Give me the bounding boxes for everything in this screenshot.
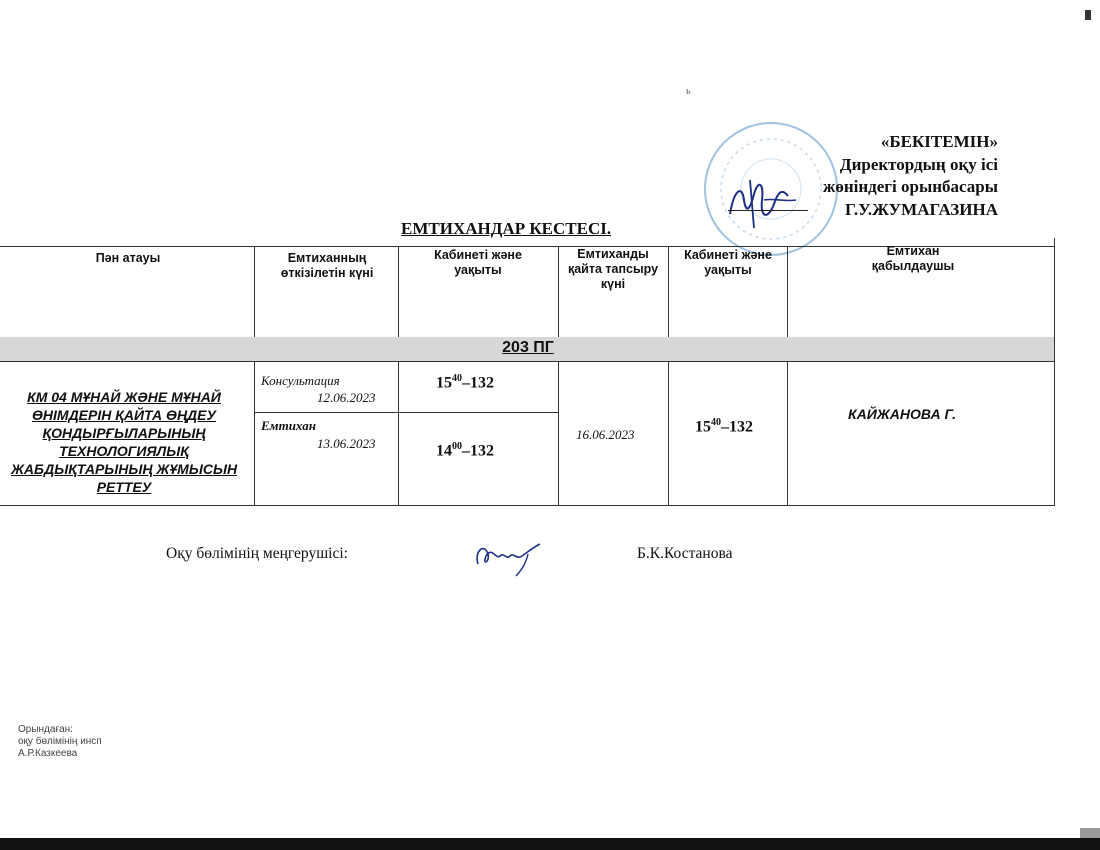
group-label: 203 ПГ — [502, 339, 554, 356]
column-divider — [558, 246, 559, 337]
exam-minutes: 00 — [452, 441, 462, 452]
head-of-department-label: Оқу бөлімінің меңгерушісі: — [166, 545, 348, 562]
retake-room: –132 — [721, 418, 753, 436]
header-exam-date: Емтиханның өткізілетін күні — [280, 251, 374, 280]
director-signature — [724, 170, 802, 230]
exam-label: Емтихан — [261, 418, 316, 433]
exam-time — [436, 439, 494, 458]
consultation-row-border — [254, 412, 558, 413]
prepared-by-note — [18, 724, 102, 760]
retake-hour: 15 — [695, 418, 711, 436]
examiner-name: КАЙЖАНОВА Г. — [848, 406, 957, 422]
column-divider — [398, 246, 399, 337]
scan-speck: ь — [686, 86, 691, 97]
consultation-date: 12.06.2023 — [317, 390, 376, 405]
prepared-by-label: Орындаған: — [18, 724, 73, 735]
document-title: ЕМТИХАНДАР КЕСТЕСІ. — [401, 219, 612, 238]
exam-schedule-table — [0, 238, 1055, 506]
head-signature — [470, 534, 545, 579]
approval-name: Г.У.ЖУМАГАЗИНА — [845, 199, 998, 219]
table-right-border — [1054, 238, 1055, 506]
approval-block — [823, 131, 998, 221]
subject-line: РЕТТЕУ — [96, 479, 152, 495]
column-divider — [668, 361, 669, 505]
header-retake-room-time: Кабинеті және уақыты — [684, 248, 772, 277]
column-divider — [254, 361, 255, 505]
consultation-label: Консультация — [261, 373, 340, 388]
column-divider — [398, 361, 399, 505]
column-divider — [787, 361, 788, 505]
scan-edge-shadow — [1080, 828, 1100, 838]
header-examiner: Емтихан қабылдаушы — [871, 244, 955, 273]
consultation-room: –132 — [462, 374, 494, 392]
subject-line: ЖАБДЫҚТАРЫНЫҢ ЖҰМЫСЫН — [10, 461, 238, 477]
group-row-border — [0, 361, 1055, 362]
consultation-minutes: 40 — [452, 373, 462, 384]
column-divider — [787, 246, 788, 337]
approval-title: «БЕКІТЕМІН» — [880, 132, 998, 151]
column-divider — [668, 246, 669, 337]
subject-line: ӨНІМДЕРІН ҚАЙТА ӨҢДЕУ — [32, 407, 216, 423]
subject-line: ҚОНДЫРҒЫЛАРЫНЫҢ — [42, 425, 206, 441]
scan-bottom-edge — [0, 838, 1100, 850]
exam-date: 13.06.2023 — [317, 436, 376, 451]
consultation-time — [436, 371, 494, 390]
retake-date: 16.06.2023 — [576, 427, 635, 442]
column-divider — [558, 361, 559, 505]
approval-position-line1: Директордың оқу ісі — [839, 154, 998, 174]
exam-hour: 14 — [436, 442, 452, 460]
header-room-time: Кабинеті және уақыты — [434, 248, 522, 277]
subject-line: ТЕХНОЛОГИЯЛЫҚ — [59, 443, 189, 459]
column-divider — [254, 246, 255, 337]
table-bottom-border — [0, 505, 1055, 506]
retake-minutes: 40 — [711, 417, 721, 428]
prepared-by-name: А.Р.Казкеева — [18, 748, 78, 759]
exam-room: –132 — [462, 442, 494, 460]
signature-line — [728, 210, 808, 211]
prepared-by-position: оқу бөлімінің инсп — [18, 736, 102, 747]
consultation-hour: 15 — [436, 374, 452, 392]
head-of-department-name: Б.К.Костанова — [637, 545, 733, 562]
scan-corner-mark — [1085, 10, 1091, 20]
header-subject: Пән атауы — [95, 251, 161, 265]
header-retake-date: Емтиханды қайта тапсыру күні — [567, 247, 659, 291]
retake-time — [695, 415, 753, 434]
subject-name — [0, 388, 250, 496]
approval-position-line2: жөніндегі орынбасары — [823, 177, 998, 196]
subject-line: КМ 04 МҰНАЙ ЖӘНЕ МҰНАЙ — [27, 389, 221, 405]
